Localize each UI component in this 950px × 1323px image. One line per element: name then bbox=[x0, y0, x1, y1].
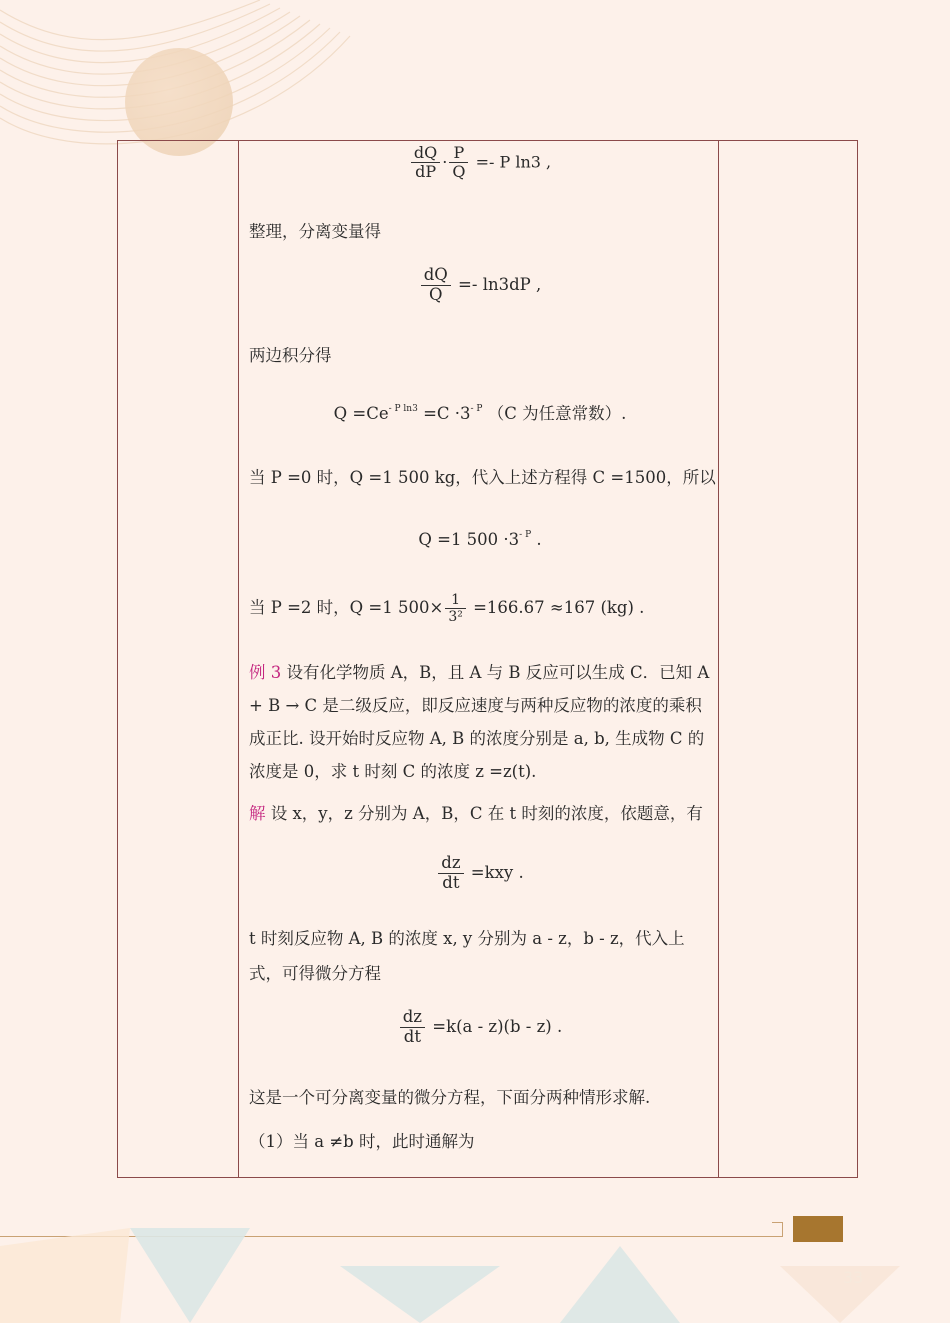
page-number: 33 bbox=[843, 1268, 864, 1287]
text-integrate: 两边积分得 bbox=[249, 346, 332, 365]
decorative-triangles bbox=[0, 1226, 950, 1323]
example-label: 例 3 bbox=[249, 663, 282, 682]
text-t-concentration: t 时刻反应物 A, B 的浓度 x, y 分别为 a - z，b - z，代入上式，可得微分方程 bbox=[249, 929, 685, 983]
solution-label: 解 bbox=[249, 804, 266, 823]
solution-intro: 解 设 x，y，z 分别为 A，B，C 在 t 时刻的浓度，依题意，有 bbox=[249, 804, 703, 823]
text-initial-condition: 当 P =0 时，Q =1 500 kg，代入上述方程得 C =1500，所以 bbox=[249, 468, 716, 487]
equation-general-solution: $Q =Ce^{- P ln3} =C \cdot 3^{- P}$ （C 为任意常数）. bbox=[333, 404, 627, 423]
equation-separated: $\frac{dQ}{Q}$ =- ln3dP , bbox=[249, 266, 711, 305]
example-3: 例 3 设有化学物质 A，B，且 A 与 B 反应可以生成 C．已知 A + B → C 是二级反应，即反应速度与两种反应物的浓度的乘积成正比. 设开始时反应物 A, B 的浓度分别是 a, b, 生成物 C 的浓度是 0，求 t 时刻 C 的浓度 z =z(t). bbox=[249, 663, 710, 781]
equation-rate: $\frac{dz}{dt}$ =kxy . bbox=[249, 854, 711, 893]
text-case1: （1）当 a ≠b 时，此时通解为 bbox=[249, 1132, 475, 1151]
table-column-divider bbox=[718, 141, 719, 1177]
text-tidy: 整理，分离变量得 bbox=[249, 222, 381, 241]
equation-ode: $\frac{dz}{dt}$ =k(a - z)(b - z) . bbox=[249, 1008, 711, 1047]
text-separable: 这是一个可分离变量的微分方程，下面分两种情形求解. bbox=[249, 1088, 651, 1107]
table-column-divider bbox=[238, 141, 239, 1177]
equation-particular-solution: Q =1 $500 \cdot 3^{- P}$ . bbox=[418, 530, 542, 549]
equation-elasticity: $\frac{dQ}{dP}$ · $\frac{P}{Q}$ =- P ln3 , bbox=[249, 144, 711, 182]
text-p2-result: 当 P =2 时，Q =1 500× $\frac{1}{\text{3²}}$ =166.67 ≈167 (kg) . bbox=[249, 592, 645, 626]
